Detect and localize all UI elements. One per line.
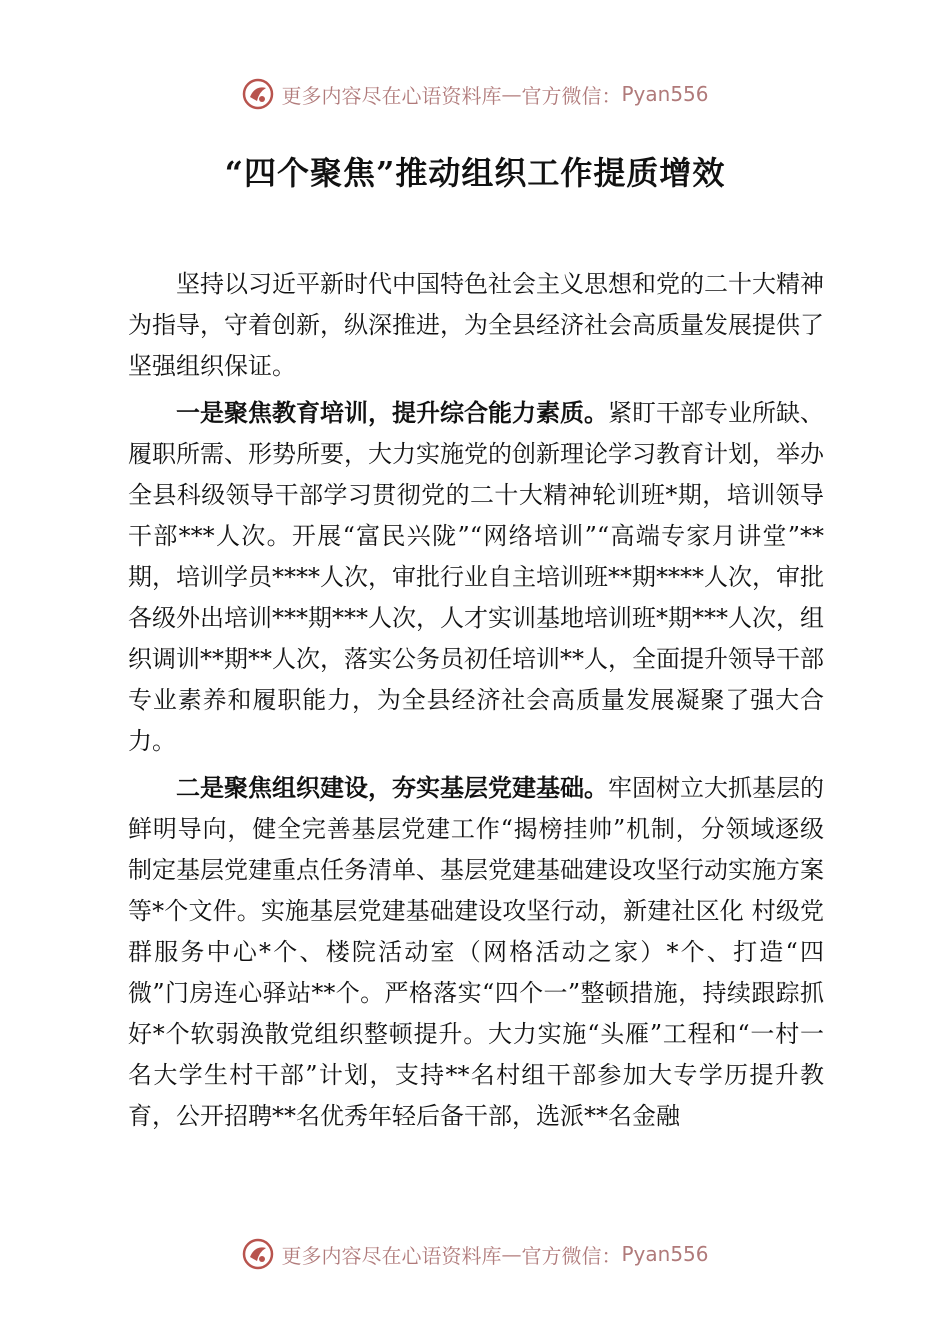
section-text: 牢固树立大抓基层的鲜明导向，健全完善基层党建工作“揭榜挂帅”机制，分领域逐级制定基层党建重点任务清单、基层党建基础建设攻坚行动实施方案等*个文件。实施基层党建基础建设攻坚行动，新建社区化 村级党群服务中心*个、楼院活动室（网格活动之家）*个、打造“四微”门房连心驿站**个。严格落实“四个一”整顿措施，持续跟踪抓好*个软弱涣散党组织整顿提升。大力实施“头雁”工程和“一村一名大学生村干部”计划，支持**名村组干部参加大专学历提升教育，公开招聘**名优秀年轻后备干部，选派**名金融 — [128, 774, 824, 1130]
watermark-site-text: 更多内容尽在心语资料库 — [281, 1243, 502, 1268]
seal-logo-icon — [241, 1237, 275, 1271]
intro-paragraph: 坚持以习近平新时代中国特色社会主义思想和党的二十大精神为指导，守着创新，纵深推进，为全县经济社会高质量发展提供了坚强组织保证。 — [128, 270, 824, 380]
watermark-wechat-label: 官方微信： — [521, 83, 622, 108]
watermark-wechat-label: 官方微信： — [521, 1243, 622, 1268]
seal-logo-icon — [241, 77, 275, 111]
document-body — [128, 264, 824, 1143]
document-title: “四个聚焦”推动组织工作提质增效 — [224, 154, 726, 192]
watermark-wechat-id: Pyan556 — [621, 1242, 709, 1266]
watermark-banner-top — [0, 72, 950, 116]
section-paragraph — [128, 768, 824, 1137]
section-text: 紧盯干部专业所缺、履职所需、形势所要，大力实施党的创新理论学习教育计划，举办全县科级领导干部学习贯彻党的二十大精神轮训班*期，培训领导干部***人次。开展“富民兴陇”“网络培训”“高端专家月讲堂”**期，培训学员****人次，审批行业自主培训班**期****人次，审批各级外出培训***期***人次，人才实训基地培训班*期***人次，组织调训**期**人次，落实公务员初任培训**人，全面提升领导干部专业素养和履职能力，为全县经济社会高质量发展凝聚了强大合力。 — [128, 399, 824, 755]
watermark-site-text: 更多内容尽在心语资料库 — [281, 83, 502, 108]
section-paragraph — [128, 393, 824, 762]
watermark-separator: — — [501, 1242, 522, 1266]
watermark-banner-bottom — [0, 1232, 950, 1276]
section-lead: 一是聚焦教育培训，提升综合能力素质。 — [176, 399, 608, 427]
section-lead: 二是聚焦组织建设，夯实基层党建基础。 — [176, 774, 608, 802]
watermark-separator: — — [501, 82, 522, 106]
watermark-wechat-id: Pyan556 — [621, 82, 709, 106]
